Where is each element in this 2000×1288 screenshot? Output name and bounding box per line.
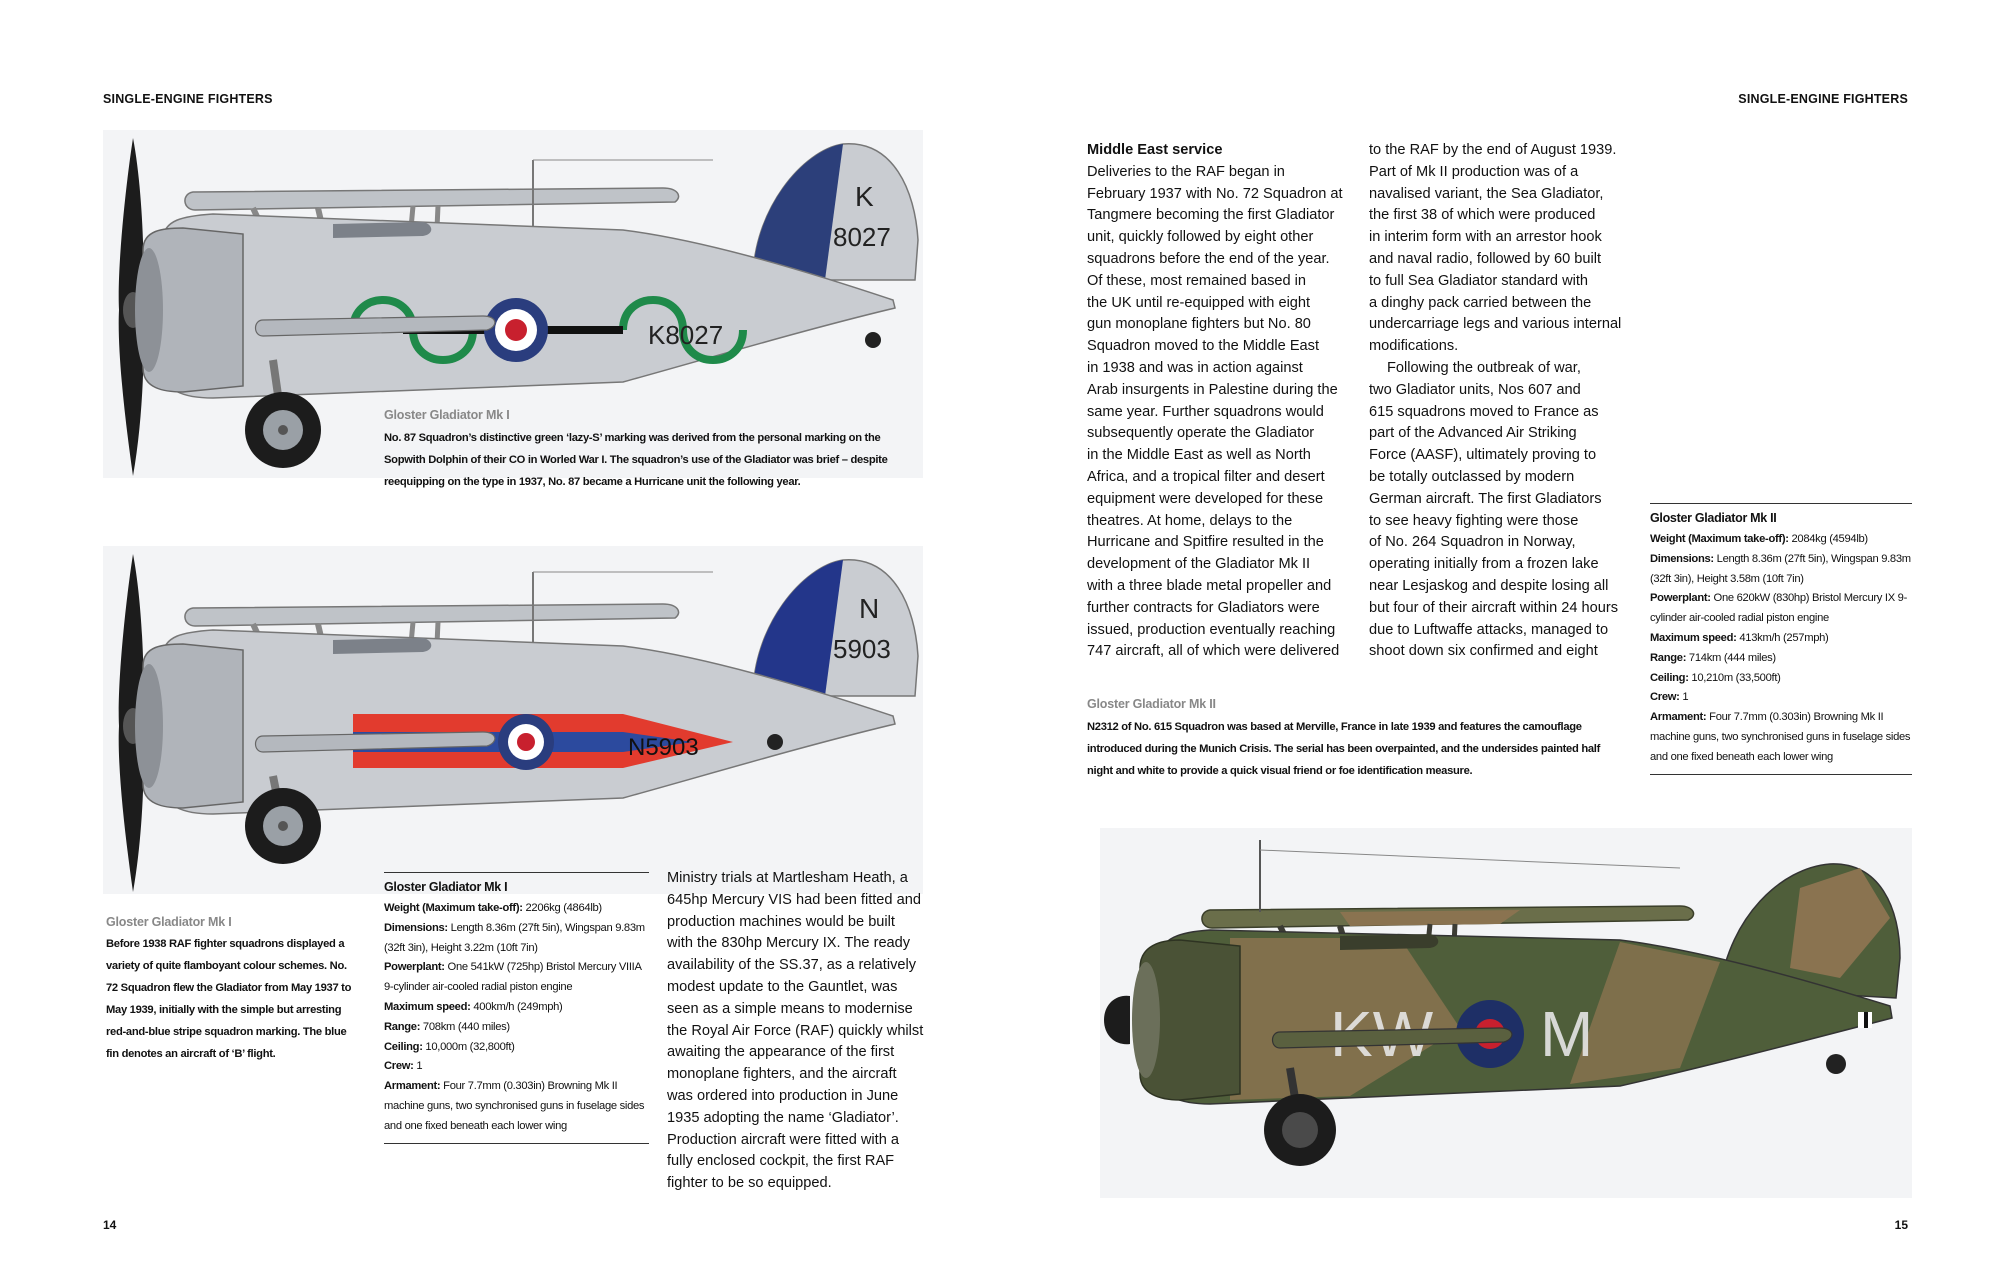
spec-box-mk2 [1650, 503, 1912, 775]
text-line: unit, quickly followed by eight other [1087, 229, 1314, 246]
caption-3-line-3: night and white to provide a quick visual friend or foe identification measure. [1087, 765, 1473, 777]
spec-mk1-range: Range: 708km (440 miles) [384, 1020, 510, 1033]
text-line: be totally outclassed by modern [1369, 468, 1575, 485]
spec-mk1-ceiling: Ceiling: 10,000m (32,800ft) [384, 1040, 515, 1053]
caption-text-3 [1087, 716, 1647, 782]
text-line: due to Luftwaffe attacks, managed to [1369, 621, 1609, 638]
text-line: equipment were developed for these [1087, 490, 1324, 507]
text-line: Africa, and a tropical filter and desert [1087, 468, 1325, 485]
body-text-column-middle-east-2 [1369, 140, 1654, 663]
text-line: 645hp Mercury VIS had been fitted and [667, 891, 921, 908]
tail-letter-n: N [859, 593, 880, 624]
illustration-gladiator-n5903 [103, 546, 923, 894]
text-line: and naval radio, followed by 60 built [1369, 250, 1602, 267]
spec-mk2-dimensions: Dimensions: Length 8.36m (27ft 5in), Wingspan 9.83m (32ft 3in), Height 3.58m (10ft 7in) [1650, 552, 1911, 585]
fuselage-serial-n5903: N5903 [628, 734, 699, 761]
text-line: availability of the SS.37, as a relatively [667, 957, 917, 974]
tail-number-8027: 8027 [833, 222, 891, 252]
fuselage-code-m: M [1540, 998, 1594, 1070]
spec-mk1-weight: Weight (Maximum take-off): 2206kg (4864lb) [384, 902, 602, 914]
text-line: the Royal Air Force (RAF) quickly whilst [667, 1022, 924, 1039]
text-line: gun monoplane fighters but No. 80 [1087, 316, 1311, 333]
text-line: 747 aircraft, all of which were delivered [1087, 643, 1340, 660]
text-line: Production aircraft were fitted with a [667, 1131, 899, 1148]
text-line: Squadron moved to the Middle East [1087, 338, 1320, 355]
text-line: Hurricane and Spitfire resulted in the [1087, 534, 1324, 551]
body-text-column-left [667, 868, 932, 1195]
text-line: subsequently operate the Gladiator [1087, 425, 1315, 442]
text-line: the UK until re-equipped with eight [1087, 294, 1311, 311]
text-line: 615 squadrons moved to France as [1369, 403, 1599, 420]
text-line: February 1937 with No. 72 Squadron at [1087, 185, 1343, 202]
tail-letter-k: K [855, 181, 874, 212]
text-line: in interim form with an arrestor hook [1369, 229, 1602, 246]
spec-mk2-powerplant: Powerplant: One 620kW (830hp) Bristol Mercury IX 9-cylinder air-cooled radial piston engine [1650, 592, 1908, 625]
text-line: two Gladiator units, Nos 607 and [1369, 381, 1581, 398]
text-line: to the RAF by the end of August 1939. [1369, 142, 1617, 158]
spec-mk2-armament: Armament: Four 7.7mm (0.303in) Browning Mk II machine guns, two synchronised guns in fuselage sides and one fixed beneath each lower wing [1650, 711, 1911, 763]
spec-mk2-range: Range: 714km (444 miles) [1650, 651, 1776, 664]
text-line: Arab insurgents in Palestine during the [1087, 381, 1338, 398]
caption-2-line-6: fin denotes an aircraft of ‘B’ flight. [106, 1048, 276, 1060]
spec-mk2-weight: Weight (Maximum take-off): 2084kg (4594lb) [1650, 533, 1868, 545]
illustration-gladiator-mk2-kwm [1100, 828, 1912, 1198]
caption-2-line-4: May 1939, initially with the simple but arresting [106, 1004, 342, 1016]
text-line: but four of their aircraft within 24 hours [1369, 599, 1619, 616]
tail-number-5903: 5903 [833, 634, 891, 664]
fuselage-serial-k8027: K8027 [648, 320, 724, 350]
page-number-right: 15 [1894, 1218, 1908, 1232]
text-line: a dinghy pack carried between the [1369, 294, 1592, 311]
caption-2-line-3: 72 Squadron flew the Gladiator from May 1937 to [106, 982, 352, 994]
spec-mk2-ceiling: Ceiling: 10,210m (33,500ft) [1650, 671, 1781, 684]
spec-mk1-powerplant: Powerplant: One 541kW (725hp) Bristol Mercury VIIIA 9-cylinder air-cooled radial piston engine [384, 961, 642, 994]
text-line: production machines would be built [667, 913, 895, 930]
caption-1-line-2: Sopwith Dolphin of their CO in Worled War I. The squadron’s use of the Gladiator was brief – despite [384, 454, 888, 466]
text-line: Following the outbreak of war, [1387, 359, 1581, 376]
body-text-column-middle-east-1 [1087, 140, 1367, 663]
text-line: undercarriage legs and various internal [1369, 316, 1622, 333]
page-number-left: 14 [103, 1218, 117, 1232]
text-line: German aircraft. The first Gladiators [1369, 490, 1602, 507]
text-line: development of the Gladiator Mk II [1087, 556, 1311, 573]
caption-text-2 [106, 933, 376, 1065]
text-line: fighter to be so equipped. [667, 1175, 832, 1192]
caption-1-line-1: No. 87 Squadron’s distinctive green ‘lazy-S’ marking was derived from the personal marking on the [384, 432, 881, 444]
caption-3-line-1: N2312 of No. 615 Squadron was based at Merville, France in late 1939 and features the camouflage [1087, 721, 1582, 733]
text-line: navalised variant, the Sea Gladiator, [1369, 185, 1604, 202]
text-line: fully enclosed cockpit, the first RAF [667, 1153, 895, 1170]
text-line: to full Sea Gladiator standard with [1369, 272, 1589, 289]
caption-text-1 [384, 427, 944, 493]
text-line: the first 38 of which were produced [1369, 207, 1596, 224]
spec-mk1-armament: Armament: Four 7.7mm (0.303in) Browning Mk II machine guns, two synchronised guns in fuselage sides and one fixed beneath each lower wing [384, 1080, 645, 1132]
text-line: to see heavy fighting were those [1369, 512, 1579, 529]
text-line: monoplane fighters, and the aircraft [667, 1066, 897, 1083]
text-line: part of the Advanced Air Striking [1369, 425, 1577, 442]
text-line: in the Middle East as well as North [1087, 447, 1311, 464]
text-line: with a three blade metal propeller and [1087, 577, 1332, 594]
spec-box-mk1 [384, 872, 649, 1144]
text-line: shoot down six confirmed and eight [1369, 643, 1598, 660]
text-line: in 1938 and was in action against [1087, 359, 1303, 376]
text-line: Force (AASF), ultimately proving to [1369, 447, 1597, 464]
caption-title-1: Gloster Gladiator Mk I [384, 408, 510, 422]
text-line: Tangmere becoming the first Gladiator [1087, 207, 1335, 224]
text-line: issued, production eventually reaching [1087, 621, 1336, 638]
caption-3-line-2: introduced during the Munich Crisis. The serial has been overpainted, and the undersides painted half [1087, 743, 1601, 755]
spec-mk2-crew: Crew: 1 [1650, 691, 1689, 704]
spec-mk1-title: Gloster Gladiator Mk I [384, 880, 508, 894]
text-line: awaiting the appearance of the first [667, 1044, 895, 1061]
text-line: 1935 adopting the name ‘Gladiator’. [667, 1109, 899, 1126]
text-line: Part of Mk II production was of a [1369, 163, 1579, 180]
text-line: seen as a simple means to modernise [667, 1000, 913, 1017]
caption-2-line-2: variety of quite flamboyant colour schemes. No. [106, 960, 347, 972]
caption-2-line-1: Before 1938 RAF fighter squadrons displayed a [106, 938, 345, 950]
text-line: with the 830hp Mercury IX. The ready [667, 935, 911, 952]
text-line: squadrons before the end of the year. [1087, 250, 1330, 267]
text-line: of No. 264 Squadron in Norway, [1369, 534, 1576, 551]
caption-title-2: Gloster Gladiator Mk I [106, 915, 232, 929]
text-line: theatres. At home, delays to the [1087, 512, 1293, 529]
text-line: was ordered into production in June [667, 1087, 899, 1104]
spec-mk1-dimensions: Dimensions: Length 8.36m (27ft 5in), Wingspan 9.83m (32ft 3in), Height 3.22m (10ft 7in) [384, 921, 645, 954]
section-heading-middle-east: Middle East service [1087, 142, 1223, 158]
text-line: near Lesjaskog and despite losing all [1369, 577, 1609, 594]
running-head-left: SINGLE-ENGINE FIGHTERS [103, 92, 273, 106]
text-line: modest update to the Gauntlet, was [667, 978, 898, 995]
text-line: Ministry trials at Martlesham Heath, a [667, 870, 908, 886]
caption-title-3: Gloster Gladiator Mk II [1087, 697, 1216, 711]
text-line: further contracts for Gladiators were [1087, 599, 1320, 616]
spec-mk2-title: Gloster Gladiator Mk II [1650, 511, 1777, 525]
running-head-right: SINGLE-ENGINE FIGHTERS [1738, 92, 1908, 106]
spec-mk1-speed: Maximum speed: 400km/h (249mph) [384, 1000, 563, 1013]
caption-2-line-5: red-and-blue stripe squadron marking. The blue [106, 1026, 347, 1038]
caption-1-line-3: reequipping on the type in 1937, No. 87 became a Hurricane unit the following year. [384, 476, 801, 488]
text-line: Deliveries to the RAF began in [1087, 163, 1285, 180]
text-line: same year. Further squadrons would [1087, 403, 1324, 420]
illustration-gladiator-k8027 [103, 130, 923, 478]
text-line: modifications. [1369, 338, 1459, 355]
text-line: operating initially from a frozen lake [1369, 556, 1599, 573]
spec-mk1-crew: Crew: 1 [384, 1060, 423, 1073]
text-line: Of these, most remained based in [1087, 272, 1307, 289]
spec-mk2-speed: Maximum speed: 413km/h (257mph) [1650, 631, 1829, 644]
